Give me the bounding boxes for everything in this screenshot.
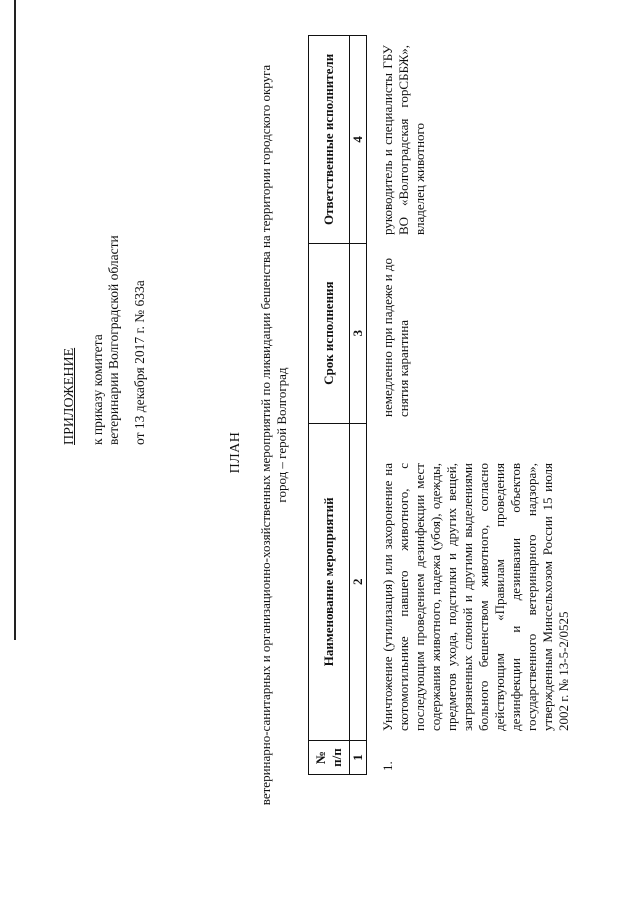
row-number: 1. — [380, 761, 395, 771]
appendix-block — [62, 65, 148, 445]
col-number-4: 4 — [350, 36, 367, 244]
row-deadline: немедленно при падеже и до снятия карантина — [380, 257, 411, 417]
appendix-line-1: к приказу комитета — [90, 334, 105, 445]
plan-table — [308, 35, 367, 775]
plan-title: ПЛАН — [228, 431, 243, 474]
table-header-row — [309, 36, 350, 775]
col-number-2: 2 — [350, 423, 367, 740]
appendix-date-line: от 13 декабря 2017 г. № 633а — [132, 280, 147, 445]
row-responsible: руководитель и специалисты ГБУ ВО «Волгоградская горСББЖ», владелец животного — [380, 45, 427, 235]
header-number: № п/п — [309, 741, 350, 775]
col-number-1: 1 — [350, 741, 367, 775]
col-number-3: 3 — [350, 243, 367, 423]
header-deadline: Срок исполнения — [309, 243, 350, 423]
header-responsible: Ответственные исполнители — [309, 36, 350, 244]
header-measure: Наименование мероприятий — [309, 423, 350, 740]
row-measure: Уничтожение (утилизация) или захоронение на скотомогильнике павшего животного, с последующим проведением дезинфекции мест содержания животного, падежа (убоя), одежды, предметов ухода, подстилки и других вещей, загрязненных слюной и другими выделениями больного бешенством животного, согласно действующим «Правилам проведения дезинфекции и дезинвазии объектов государственного ветеринарного надзора», утвержденным Минсельхозом России 15 июля 2002 г. № 13-5-2/0525 — [380, 463, 571, 731]
plan-subtitle: ветеринарно-санитарных и организационно-хозяйственных мероприятий по ликвидации бешенства на территории городского округа город – герой Волгоград — [258, 64, 289, 806]
appendix-heading: ПРИЛОЖЕНИЕ — [62, 347, 77, 445]
appendix-line-2: ветеринарии Волгоградской области — [106, 235, 121, 445]
table-number-row — [350, 36, 367, 775]
